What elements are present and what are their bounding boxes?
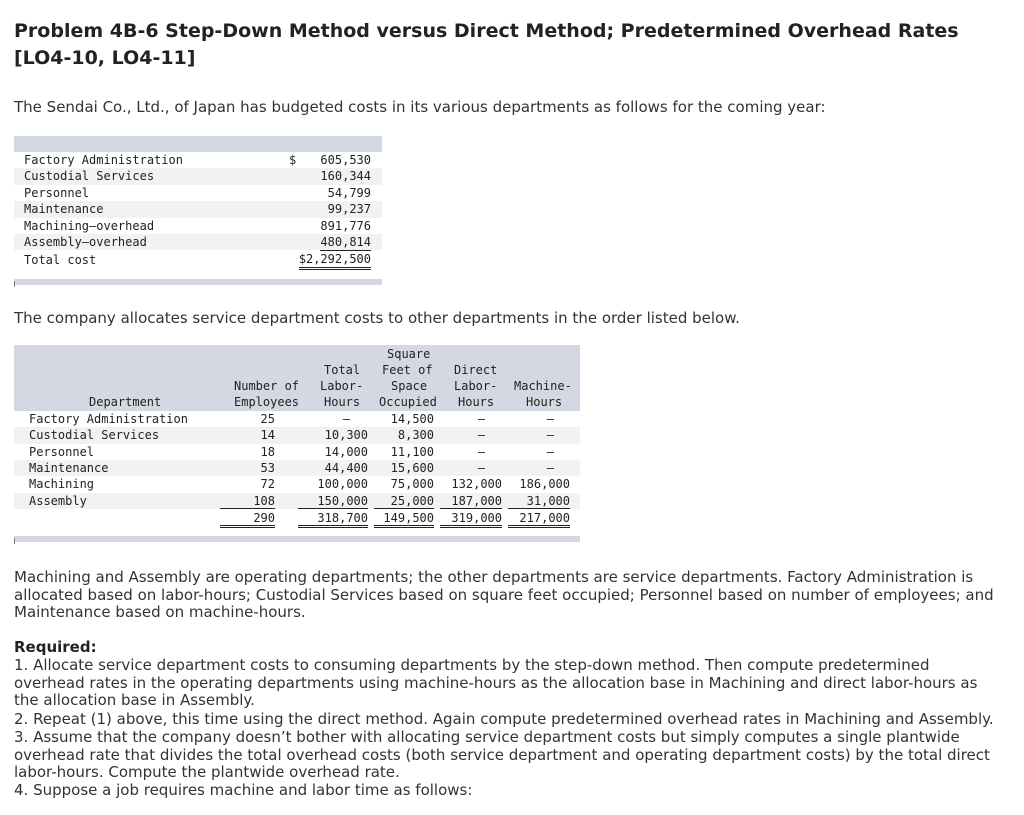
intro-text: The Sendai Co., Ltd., of Japan has budgeted costs in its various departments as follows for the coming year: (14, 98, 826, 116)
totals-row (14, 510, 580, 526)
total-labor: 318,700 (298, 511, 368, 528)
cell-dept: Factory Administration (29, 412, 188, 426)
table-row (14, 185, 382, 201)
page-title: Problem 4B-6 Step-Down Method versus Direct Method; Predetermined Overhead Rates [LO4-10, LO4-11] (14, 20, 959, 69)
header-labor-l2: Labor- (320, 379, 364, 393)
requirement-4: 4. Suppose a job requires machine and labor time as follows: (14, 781, 473, 799)
cell-labor: 150,000 (298, 494, 368, 509)
total-employees: 290 (220, 511, 275, 528)
cell-dept: Personnel (29, 444, 95, 459)
cell-labor: 100,000 (317, 477, 368, 492)
row-amount: 891,776 (320, 218, 371, 233)
dept-table-footer-bar (14, 536, 580, 542)
header-direct-l1: Direct (454, 363, 498, 377)
cell-space: 25,000 (374, 494, 434, 509)
table-row (14, 152, 382, 168)
required-title: Required: (14, 638, 97, 656)
cell-employees: 53 (260, 460, 275, 475)
header-space-l2: Feet of (382, 363, 433, 377)
table-row (14, 201, 382, 217)
header-labor-l3: Hours (324, 395, 361, 409)
cell-machine: 186,000 (519, 477, 570, 492)
cell-machine: — (546, 428, 554, 443)
cell-direct: 187,000 (440, 494, 502, 509)
divider (14, 281, 15, 287)
cell-dept: Machining (29, 477, 95, 492)
header-department: Department (89, 395, 162, 409)
header-space-l4: Occupied (379, 395, 437, 409)
header-labor-l1: Total (324, 363, 361, 377)
requirement-3: 3. Assume that the company doesn’t bother with allocating service department costs but simply computes a single plantwide overhead rate that divides the total overhead costs (both service department and operating department costs) by the total direct labor-hours. Compute the plantwide overhead rate. (14, 728, 990, 781)
header-space-l3: Space (391, 379, 428, 393)
cell-dept: Assembly (29, 493, 87, 508)
cell-space: 15,600 (390, 460, 434, 475)
table-row (14, 460, 580, 476)
requirement-1: 1. Allocate service department costs to consuming departments by the step-down method. Then compute predetermined overhead rates in the operating departments using machine-hours as the allocation base in Machining and direct labor-hours as the allocation base in Assembly. (14, 656, 978, 709)
row-label: Factory Administration (24, 153, 183, 167)
cell-dept: Maintenance (29, 460, 109, 475)
budget-table-footer-bar (14, 279, 382, 285)
row-label: Assembly—overhead (24, 234, 147, 249)
cell-labor: 44,400 (324, 460, 368, 475)
total-direct: 319,000 (440, 511, 502, 528)
cell-space: 8,300 (397, 428, 434, 443)
header-direct-l3: Hours (458, 395, 495, 409)
budget-table-header-bar (14, 136, 382, 152)
row-label: Custodial Services (24, 169, 155, 184)
allocation-intro: The company allocates service department costs to other departments in the order listed below. (14, 309, 740, 327)
cell-employees: 18 (260, 444, 275, 459)
row-amount: 480,814 (320, 234, 371, 249)
cell-direct: — (477, 428, 485, 443)
total-label: Total cost (24, 253, 97, 268)
header-space-l1: Square (387, 347, 431, 361)
table-row (14, 476, 580, 492)
row-amount: 54,799 (327, 185, 371, 200)
row-label: Machining—overhead (24, 218, 155, 233)
divider (14, 538, 15, 544)
cell-machine: — (546, 444, 554, 459)
table-row (14, 444, 580, 460)
row-label: Maintenance (24, 202, 104, 217)
row-label: Personnel (24, 185, 90, 200)
cell-direct: — (477, 412, 485, 426)
cell-direct: — (477, 460, 485, 475)
total-row (14, 250, 382, 270)
cell-employees: 25 (260, 412, 275, 426)
header-machine-l1: Machine- (514, 379, 572, 393)
total-space: 149,500 (374, 511, 434, 528)
table-row (14, 234, 382, 250)
cell-direct: — (477, 444, 485, 459)
cell-employees: 14 (260, 428, 275, 443)
cell-machine: 31,000 (508, 494, 570, 509)
header-employees-l1: Number of (234, 379, 300, 393)
header-direct-l2: Labor- (454, 379, 498, 393)
table-row (14, 427, 580, 443)
header-employees-l2: Employees (234, 395, 300, 409)
cell-employees: 108 (220, 494, 275, 509)
cell-space: 75,000 (390, 477, 434, 492)
row-amount: 160,344 (320, 169, 371, 184)
row-amount: 99,237 (327, 202, 371, 217)
table-row (14, 411, 580, 427)
table-row (14, 493, 580, 509)
header-machine-l2: Hours (526, 395, 563, 409)
table-row (14, 168, 382, 184)
total-machine: 217,000 (508, 511, 570, 528)
cell-machine: — (546, 412, 554, 426)
requirement-2: 2. Repeat (1) above, this time using the direct method. Again compute predetermined overhead rates in Machining and Assembly. (14, 710, 994, 728)
budget-table (14, 152, 382, 270)
cell-space: 11,100 (390, 444, 434, 459)
table-row (14, 218, 382, 234)
cell-machine: — (546, 460, 554, 475)
cell-employees: 72 (260, 477, 275, 492)
currency-symbol: $ (289, 153, 297, 167)
cell-labor: 14,000 (324, 444, 368, 459)
cell-labor: 10,300 (324, 428, 368, 443)
row-amount: 605,530 (320, 153, 371, 167)
cell-direct: 132,000 (451, 477, 502, 492)
cell-labor: — (342, 412, 350, 426)
cell-dept: Custodial Services (29, 428, 160, 443)
cell-space: 14,500 (390, 412, 434, 426)
total-amount: $2,292,500 (299, 252, 371, 270)
operating-text: Machining and Assembly are operating departments; the other departments are service departments. Factory Administration is allocated based on labor-hours; Custodial Services based on square feet occupied; Personnel based on number of employees; and Maintenance based on machine-hours. (14, 568, 994, 621)
